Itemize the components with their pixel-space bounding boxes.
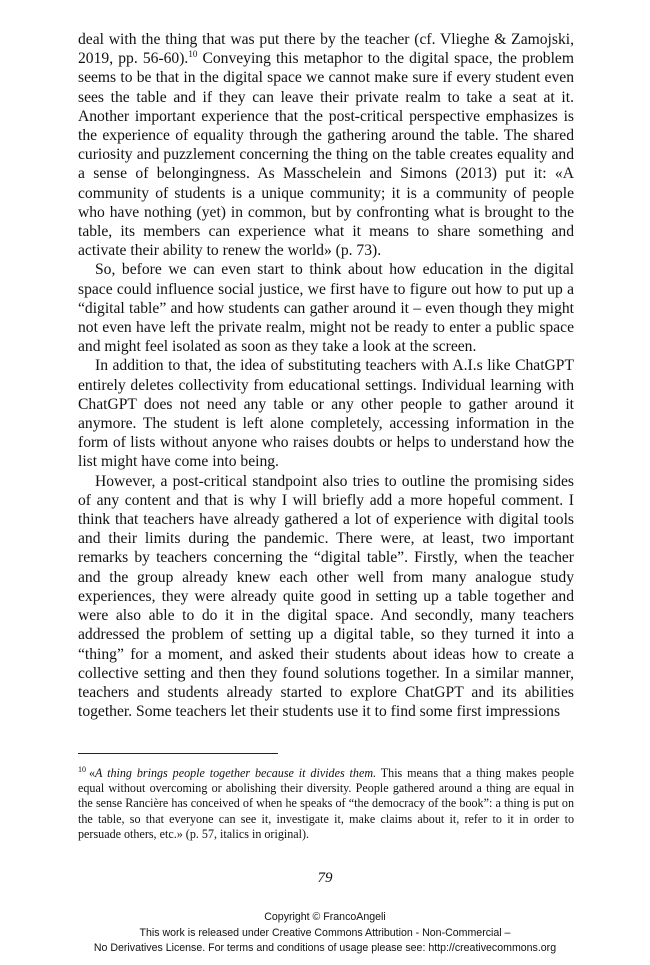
paragraph-4: However, a post-critical standpoint also tries to outline the promising sides of any content and that is why I will briefly add a more hopeful comment. I think that teachers have already gathered a lot of experience with digital tools and their limits during the pandemic. There were, at least, two important remarks by teachers concerning the “digital table”. Firstly, when the teacher and the group already knew each other well from many analogue study experiences, they were already quite good in setting up a table together and were also able to do it in the digital space. And secondly, many teachers addressed the problem of setting up a digital table, so they turned it into a “thing” for a moment, and asked their students about ideas how to create a collective setting and then they found solutions together. In a similar manner, teachers and students already started to explore ChatGPT and its abilities together. Some teachers let their students use it to find some first impressions xyxy=(78,472,574,721)
paragraph-2: So, before we can even start to think about how education in the digital space could influence social justice, we first have to figure out how to put up a “digital table” and how students can gather around it – even though they might not even have left the private realm, might not be ready to enter a public space and might feel isolated as soon as they take a look at the screen. xyxy=(78,261,574,356)
footnote-open-quote: « xyxy=(89,766,96,780)
license-footer xyxy=(0,910,650,957)
copyright-line: Copyright © FrancoAngeli xyxy=(264,911,386,923)
footnote-number: 10 xyxy=(78,764,86,774)
paragraph-1-rest: Conveying this metaphor to the digital space, the problem seems to be that in the digital space we cannot make sure if every student even sees the table and if they can leave their private realm to take a seat at it. Another important experience that the post-critical perspective emphasizes is the experience of equality through the gathering around the table. The shared curiosity and puzzlement concerning the thing on the table creates equality and a sense of belongingness. As Masschelein and Simons (2013) put it: «A community of students is a unique community; it is a community of people who have nothing (yet) in common, but by confronting what is brought to the table, its members can experience what it means to share something and activate their ability to renew the world» (p. 73). xyxy=(78,50,574,260)
footnote-text: This means that a thing makes people equal without overcoming or abolishing their diversity. People gathered around a thing are equal in the sense Rancière has conceived of when he speaks of “the democracy of the book”: a thing is put on the table, so that everyone can see it, investigate it, make claims about it, refer to it in order to persuade others, etc.» (p. 57, italics in original). xyxy=(78,766,574,841)
page-number: 79 xyxy=(317,870,333,886)
paragraph-3: In addition to that, the idea of substituting teachers with A.I.s like ChatGPT entirely deletes collectivity from educational settings. Individual learning with ChatGPT does not need any table or any other people to gather around it anymore. The student is left alone completely, accessing information in the form of lists without anyone who raises doubts or helps to understand how the list might have come into being. xyxy=(78,357,574,471)
footnote-10 xyxy=(78,766,574,842)
license-line: This work is released under Creative Commons Attribution - Non-Commercial – xyxy=(139,926,511,939)
footnote-divider xyxy=(78,753,278,754)
paragraph-1-start: deal with the thing that was put there by the teacher (cf. Vlieghe & Zamojski, 2019, pp. 56-60). xyxy=(78,31,574,68)
paragraph-1 xyxy=(78,30,574,260)
main-text xyxy=(78,30,574,721)
footnote-italic-quote: A thing brings people together because it divides them. xyxy=(95,766,377,780)
footnotes xyxy=(78,766,574,842)
footnote-reference-10[interactable]: 10 xyxy=(188,49,198,60)
license-terms-line: No Derivatives License. For terms and conditions of usage please see: http://creativecommons.org xyxy=(93,942,557,954)
